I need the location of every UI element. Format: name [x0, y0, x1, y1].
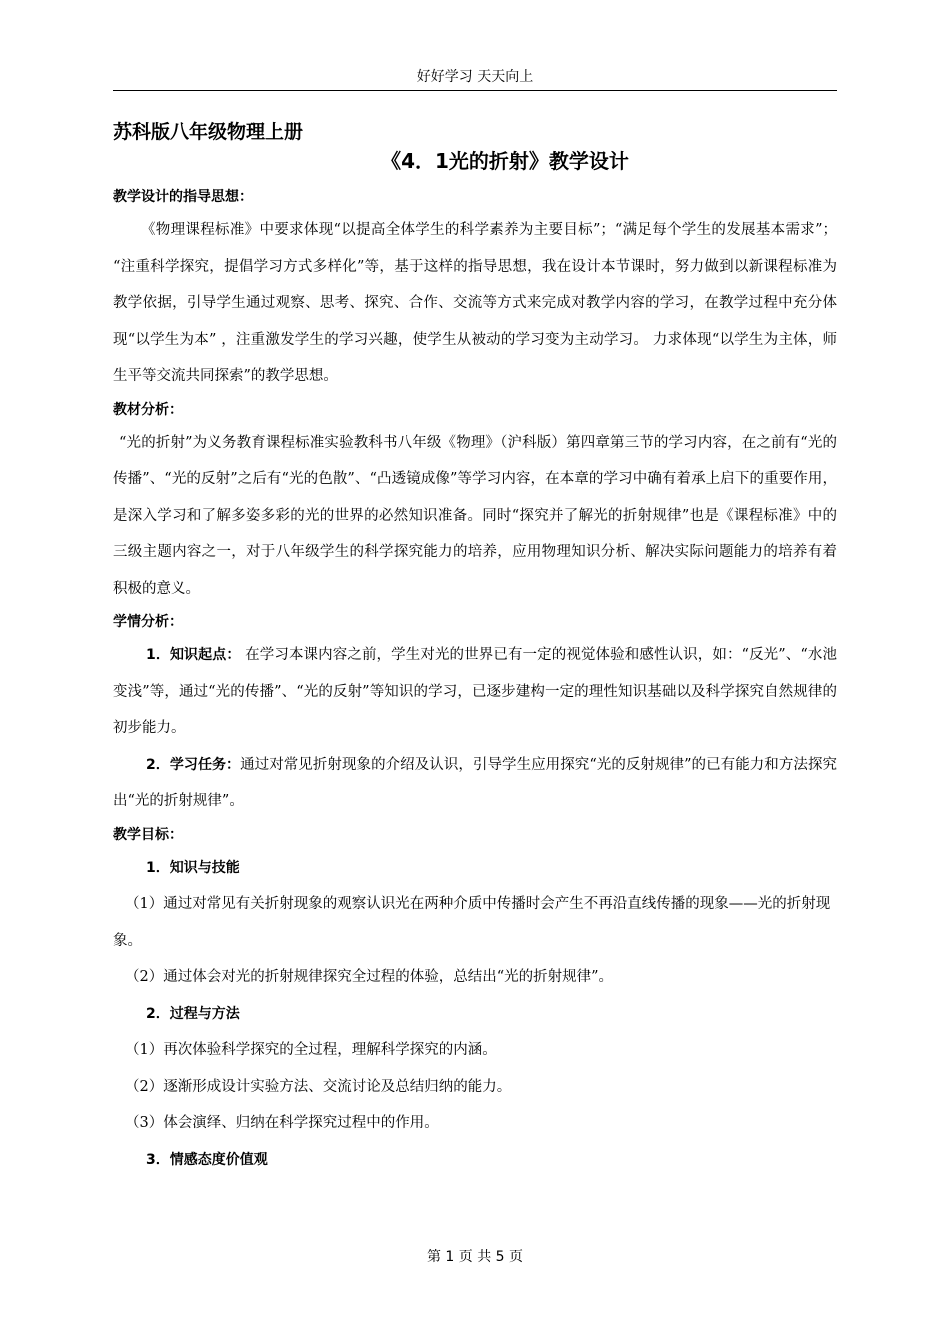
goals-point: （3）体会演绎、归纳在科学探究过程中的作用。 — [125, 1115, 439, 1131]
paragraph-material: “光的折射”为义务教育课程标准实验教科书八年级《物理》（沪科版）第四章第三节的学习内容，在之前有“光的传播”、“光的反射”之后有“光的色散”、“凸透镜成像”等学习内容，在本章的学习中确有着承上启下的重要作用，是深入学习和了解多姿多彩的光的世界的必然知识准备。同时“探究并了解光的折射规律”也是《课程标准》中的三级主题内容之一，对于八年级学生的科学探究能力的培养，应用物理知识分析、解决实际问题能力的培养有着积极的意义。 — [113, 434, 837, 597]
students-item-2 — [113, 747, 837, 820]
goals-point: （2）通过体会对光的折射规律探究全过程的体验，总结出“光的折射规律”。 — [125, 969, 614, 985]
page-footer: 第 1 页 共 5 页 — [426, 1249, 524, 1265]
goals-point: （1）通过对常见有关折射现象的观察认识光在两种介质中传播时会产生不再沿直线传播的现象——光的折射现象。 — [113, 896, 831, 949]
item-label: 2．学习任务： — [146, 756, 241, 773]
goals-subheading-knowledge: 1．知识与技能 — [146, 859, 240, 876]
document-title: 苏科版八年级物理上册 — [113, 121, 304, 143]
item-text: 在学习本课内容之前，学生对光的世界已有一定的视觉体验和感性认识，如：“反光”、“水池变浅”等，通过“光的传播”、“光的反射”等知识的学习，已逐步建构一定的理性知识基础以及科学探究自然规律的初步能力。 — [113, 647, 837, 736]
section-heading-goals: 教学目标： — [113, 826, 183, 843]
item-text: 通过对常见折射现象的介绍及认识，引导学生应用探究“光的反射规律”的已有能力和方法探究出“光的折射规律”。 — [113, 756, 838, 809]
page-header: 好好学习 天天向上 — [113, 64, 837, 91]
document-subtitle: 《4．1光的折射》教学设计 — [381, 149, 629, 173]
goals-point: （2）逐渐形成设计实验方法、交流讨论及总结归纳的能力。 — [125, 1078, 512, 1095]
paragraph-guiding: 《物理课程标准》中要求体现“以提高全体学生的科学素养为主要目标”；“满足每个学生的发展基本需求”； “注重科学探究，提倡学习方式多样化”等，基于这样的指导思想，我在设计本节课时，努力做到以新课程标准为教学依据，引导学生通过观察、思考、探究、合作、交流等方式来完成对教学内容的学习，在教学过程中充分体现“以学生为本” ，注重激发学生的学习兴趣，使学生从被动的学习变为主动学习。 力求体现“以学生为主体，师生平等交流共同探索”的教学思想。 — [113, 222, 837, 384]
section-heading-guiding: 教学设计的指导思想： — [113, 189, 253, 205]
section-heading-material: 教材分析： — [113, 401, 183, 418]
document-body — [113, 118, 837, 1178]
students-item-1 — [113, 637, 837, 747]
section-heading-students: 学情分析： — [113, 614, 183, 630]
goals-point: （1）再次体验科学探究的全过程，理解科学探究的内涵。 — [125, 1042, 497, 1058]
item-label: 1．知识起点： — [146, 647, 241, 663]
goals-subheading-attitude: 3．情感态度价值观 — [146, 1151, 268, 1168]
goals-subheading-process: 2．过程与方法 — [146, 1005, 240, 1022]
